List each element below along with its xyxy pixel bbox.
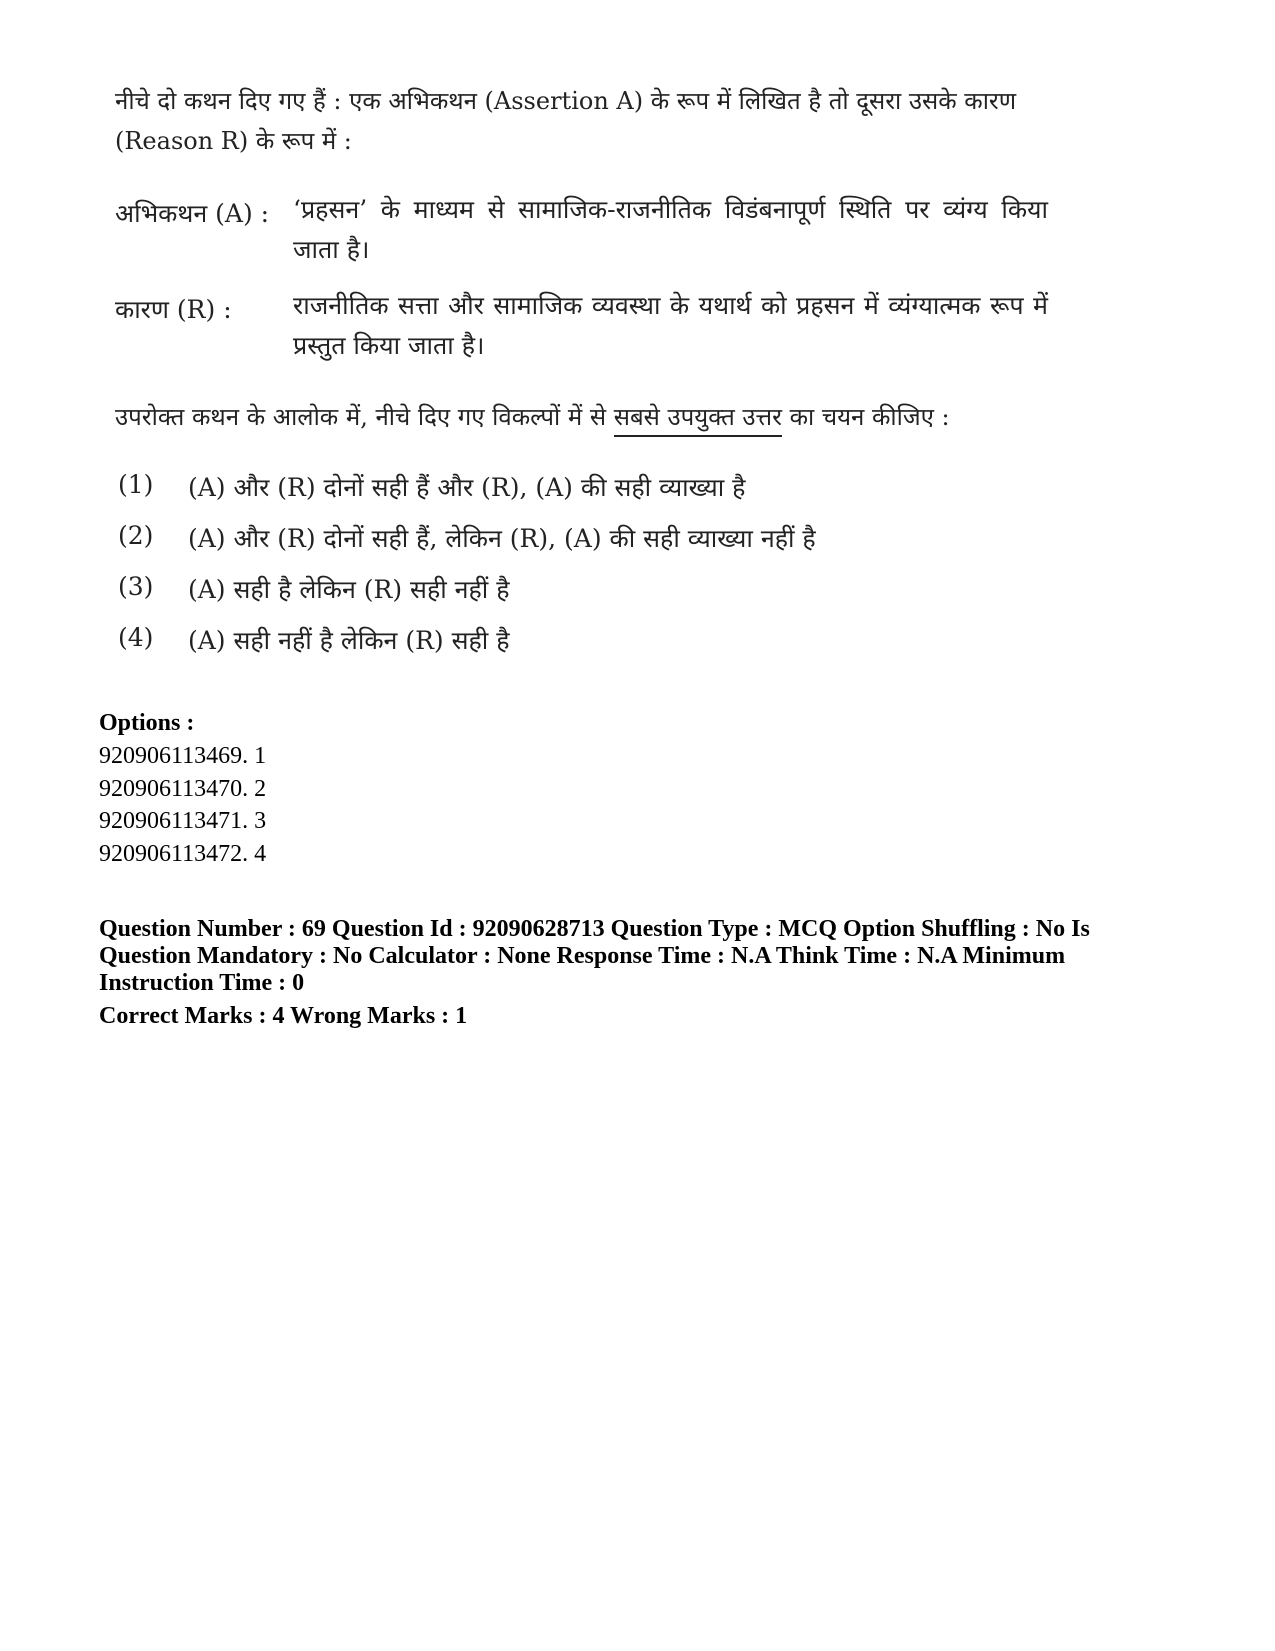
assertion-label: अभिकथन (A) : bbox=[115, 199, 270, 228]
choice-number: (4) bbox=[118, 623, 154, 652]
meta-line-1: Question Number : 69 Question Id : 92090628713 Question Type : MCQ Option Shuffling : No Is bbox=[99, 916, 1090, 942]
meta-line-2: Question Mandatory : No Calculator : None Response Time : N.A Think Time : N.A Minimum bbox=[99, 943, 1066, 969]
meta-line-3: Instruction Time : 0 bbox=[99, 970, 305, 996]
assertion-text: ‘प्रहसन’ के माध्यम से सामाजिक-राजनीतिक विडंबनापूर्ण स्थिति पर व्यंग्य किया जाता है। bbox=[293, 195, 1048, 264]
marks-line: Correct Marks : 4 Wrong Marks : 1 bbox=[99, 1003, 468, 1029]
intro-line-2: (Reason R) के रूप में : bbox=[115, 127, 352, 155]
instruction bbox=[115, 400, 950, 433]
option-item: 920906113469. 1 bbox=[99, 743, 267, 769]
reason-label: कारण (R) : bbox=[115, 295, 232, 324]
options-heading: Options : bbox=[99, 710, 195, 736]
choice-text: (A) सही है लेकिन (R) सही नहीं है bbox=[188, 575, 510, 604]
choice-number: (2) bbox=[118, 521, 154, 550]
choice-number: (3) bbox=[118, 572, 154, 601]
instruction-after: का चयन कीजिए : bbox=[781, 403, 950, 431]
choice-text: (A) और (R) दोनों सही हैं और (R), (A) की सही व्याख्या है bbox=[188, 473, 746, 502]
choice-text: (A) और (R) दोनों सही हैं, लेकिन (R), (A) की सही व्याख्या नहीं है bbox=[188, 524, 816, 553]
option-item: 920906113471. 3 bbox=[99, 808, 267, 834]
instruction-before: उपरोक्त कथन के आलोक में, नीचे दिए गए विकल्पों में से bbox=[115, 403, 614, 431]
intro-line-1: नीचे दो कथन दिए गए हैं : एक अभिकथन (Assertion A) के रूप में लिखित है तो दूसरा उसके कारण bbox=[115, 87, 1017, 115]
reason-text: राजनीतिक सत्ता और सामाजिक व्यवस्था के यथार्थ को प्रहसन में व्यंग्यात्मक रूप में प्रस्तुत किया जाता है। bbox=[293, 291, 1048, 360]
option-item: 920906113470. 2 bbox=[99, 776, 267, 802]
choice-text: (A) सही नहीं है लेकिन (R) सही है bbox=[188, 626, 510, 655]
choice-number: (1) bbox=[118, 470, 154, 499]
instruction-underlined: सबसे उपयुक्त उत्तर bbox=[614, 403, 782, 437]
option-item: 920906113472. 4 bbox=[99, 841, 267, 867]
